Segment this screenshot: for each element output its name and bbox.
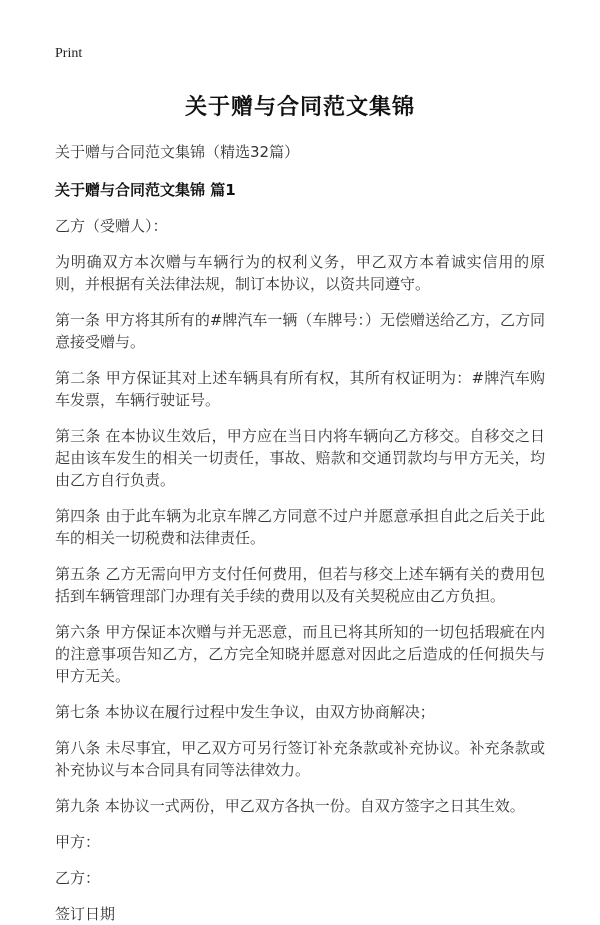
doc-subtitle: 关于赠与合同范文集锦（精选32篇） [55, 143, 300, 161]
clause-4: 第四条 由于此车辆为北京车牌乙方同意不过户并愿意承担自此之后关于此车的相关一切税费和法律责任。 [55, 507, 545, 547]
section-heading: 关于赠与合同范文集锦 篇1 [55, 181, 236, 199]
clause-5: 第五条 乙方无需向甲方支付任何费用，但若与移交上述车辆有关的费用包括到车辆管理部门办理有关手续的费用以及有关契税应由乙方负担。 [55, 565, 545, 605]
clause-3: 第三条 在本协议生效后，甲方应在当日内将车辆向乙方移交。自移交之日起由该车发生的相关一切责任，事故、赔款和交通罚款均与甲方无关，均由乙方自行负责。 [55, 427, 545, 489]
signature-party-a: 甲方： [55, 833, 101, 851]
page-title: 关于赠与合同范文集锦 [184, 95, 415, 120]
clause-9: 第九条 本协议一式两份，甲乙双方各执一份。自双方签字之日其生效。 [55, 797, 525, 815]
print-button[interactable]: Print [55, 46, 83, 61]
para-preamble: 为明确双方本次赠与车辆行为的权利义务，甲乙双方本着诚实信用的原则，并根据有关法律法规，制订本协议，以资共同遵守。 [55, 253, 545, 293]
signature-party-b: 乙方： [55, 869, 101, 887]
clause-1: 第一条 甲方将其所有的#牌汽车一辆（车牌号：）无偿赠送给乙方，乙方同意接受赠与。 [55, 311, 545, 351]
clause-8: 第八条 未尽事宜，甲乙双方可另行签订补充条款或补充协议。补充条款或补充协议与本合同具有同等法律效力。 [55, 739, 545, 779]
clause-7: 第七条 本协议在履行过程中发生争议，由双方协商解决； [55, 703, 435, 721]
clause-2: 第二条 甲方保证其对上述车辆具有所有权，其所有权证明为：#牌汽车购车发票，车辆行驶证号。 [55, 369, 545, 409]
clause-6: 第六条 甲方保证本次赠与并无恶意，而且已将其所知的一切包括瑕疵在内的注意事项告知乙方，乙方完全知晓并愿意对因此之后造成的任何损失与甲方无关。 [55, 623, 545, 685]
para-recipient: 乙方（受赠人）： [55, 217, 168, 235]
signing-date: 签订日期 [55, 905, 116, 923]
